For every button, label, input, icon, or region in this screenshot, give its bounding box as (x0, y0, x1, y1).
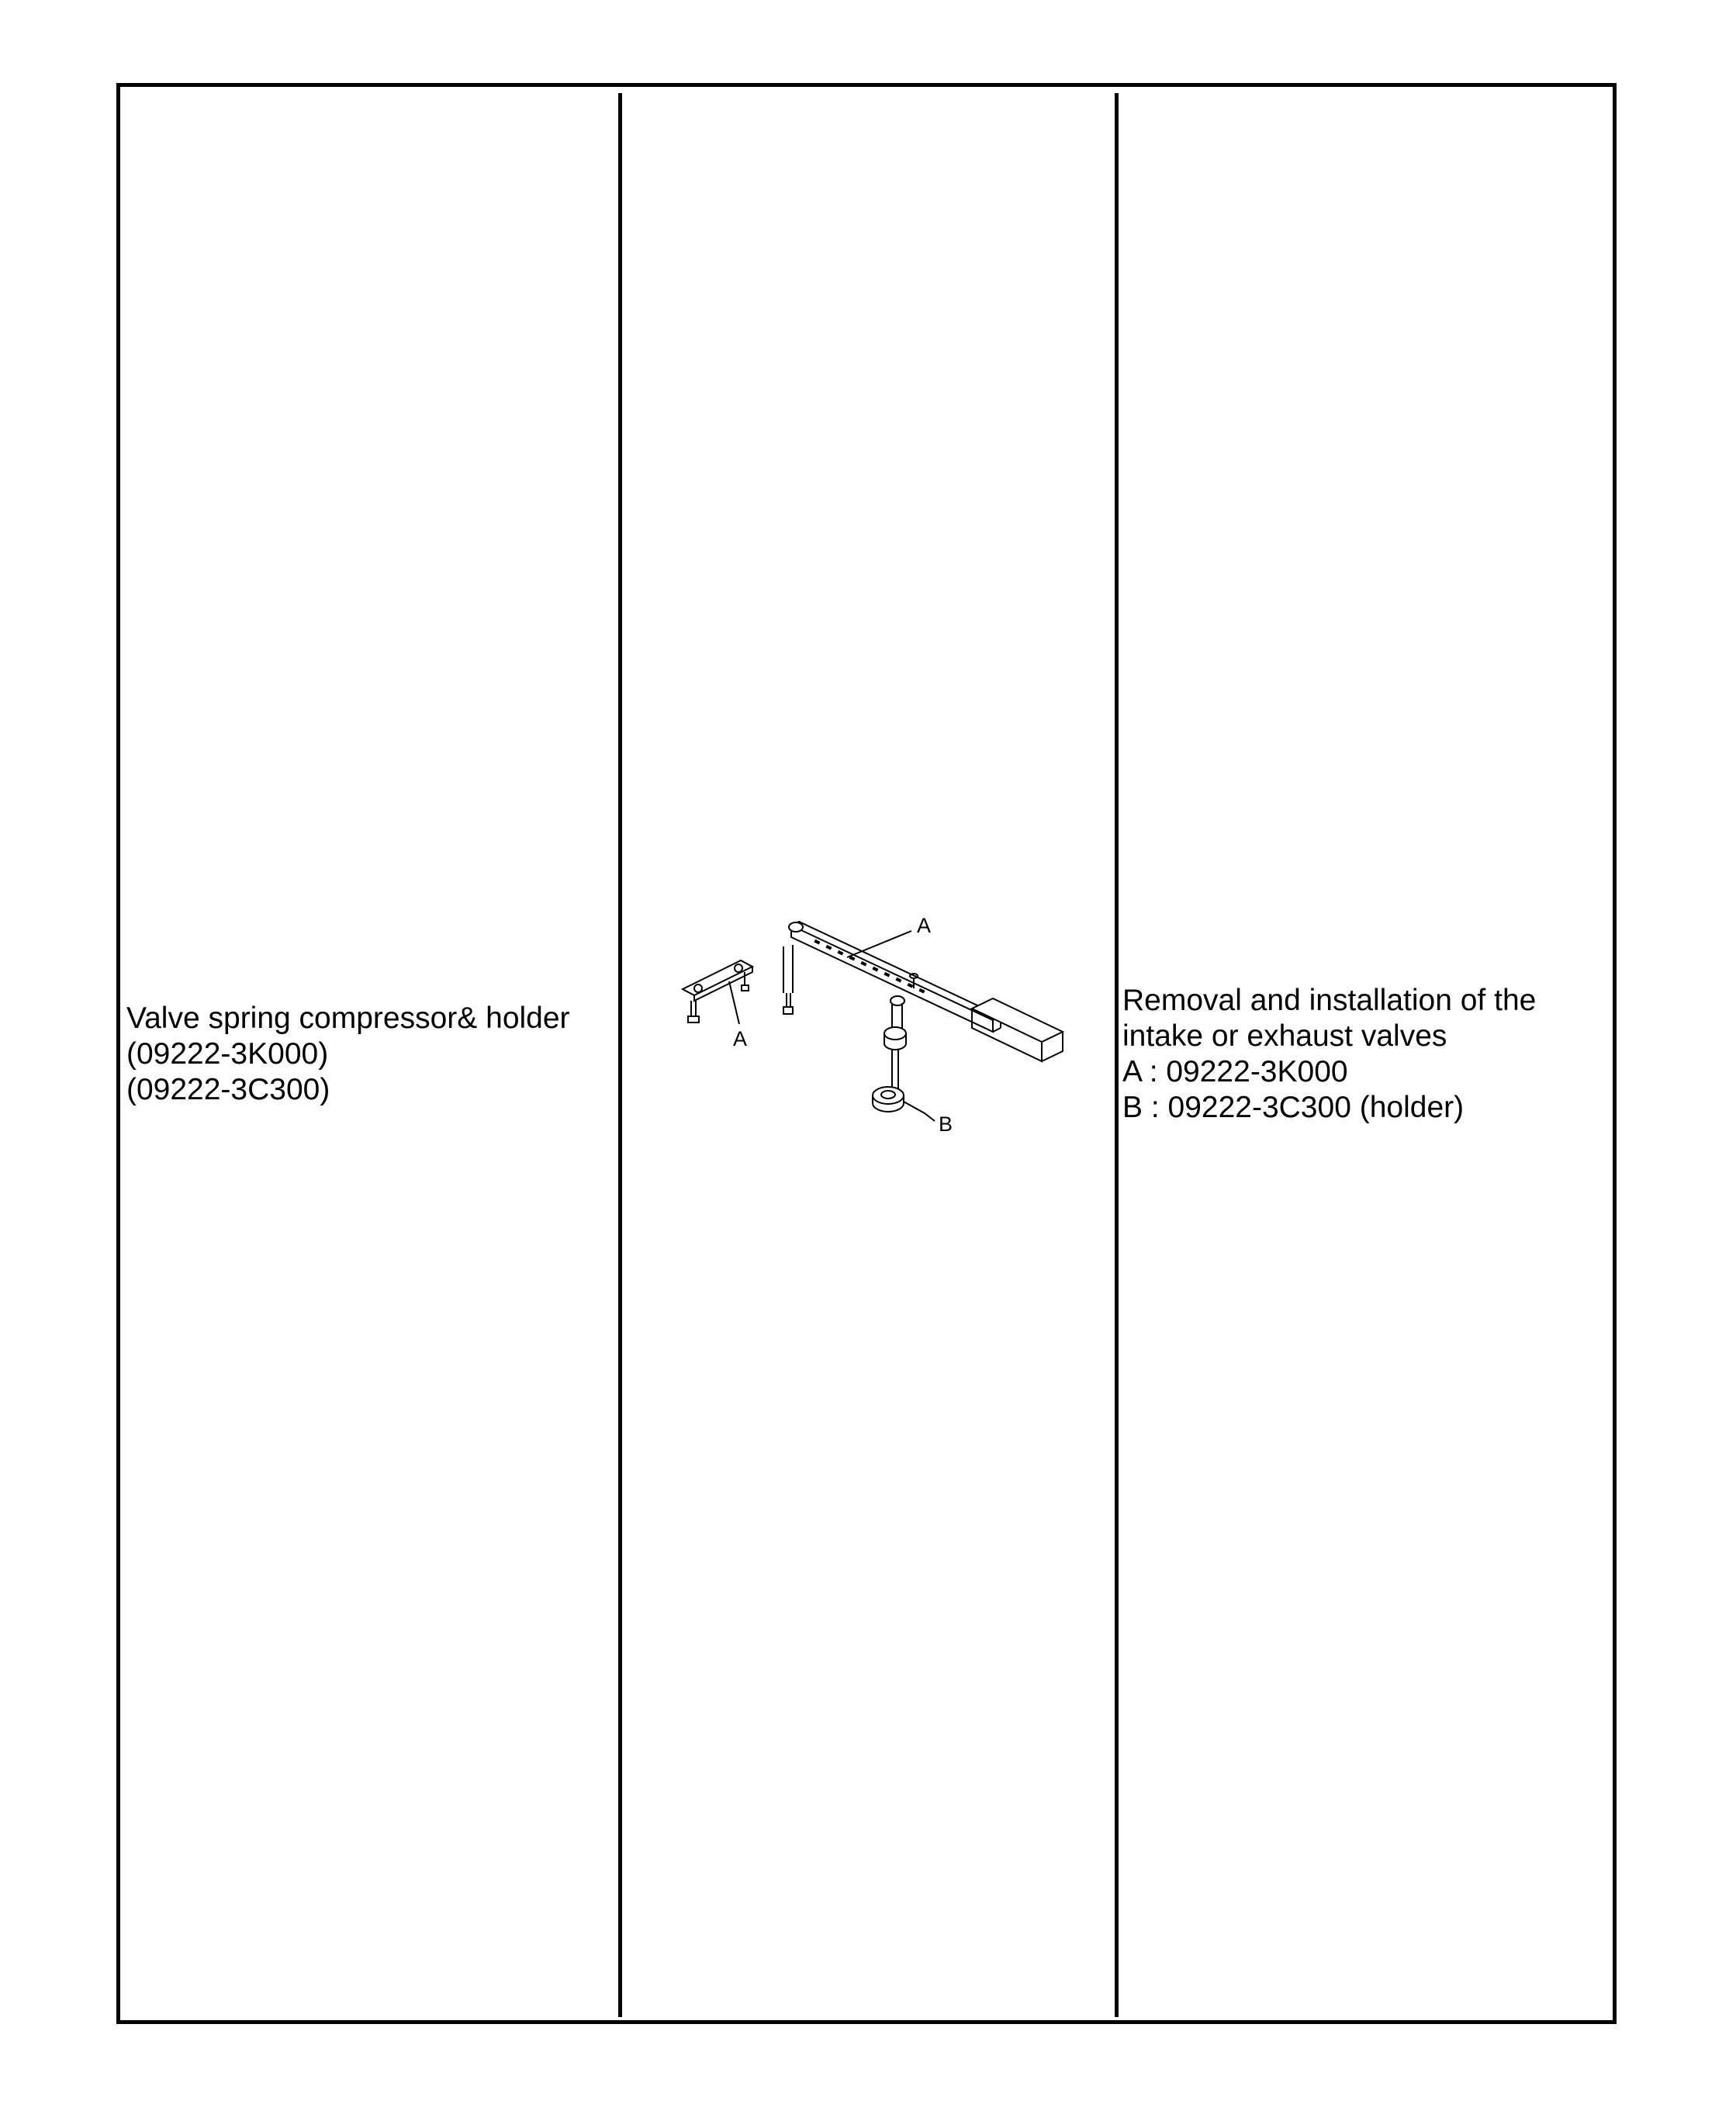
column-divider-1 (618, 93, 622, 2017)
valve-spring-compressor-drawing (667, 892, 1070, 1156)
description-line-4: B : 09222-3C300 (holder) (1122, 1091, 1465, 1124)
tool-part-number-b: (09222-3C300) (126, 1073, 330, 1106)
tool-name: Valve spring compressor& holder (126, 1002, 570, 1035)
description-line-3: A : 09222-3K000 (1122, 1055, 1348, 1088)
callout-a-left: A (733, 1027, 748, 1050)
tool-part-number-a: (09222-3K000) (126, 1037, 329, 1071)
description-line-1: Removal and installation of the (1122, 984, 1537, 1017)
callout-b: B (939, 1112, 953, 1136)
description-line-2: intake or exhaust valves (1122, 1019, 1447, 1053)
callout-a-top: A (917, 914, 932, 937)
tool-illustration (667, 892, 1070, 1156)
tool-description-cell (1122, 983, 1536, 1126)
tool-name-cell (126, 1001, 570, 1108)
column-divider-2 (1115, 93, 1119, 2017)
